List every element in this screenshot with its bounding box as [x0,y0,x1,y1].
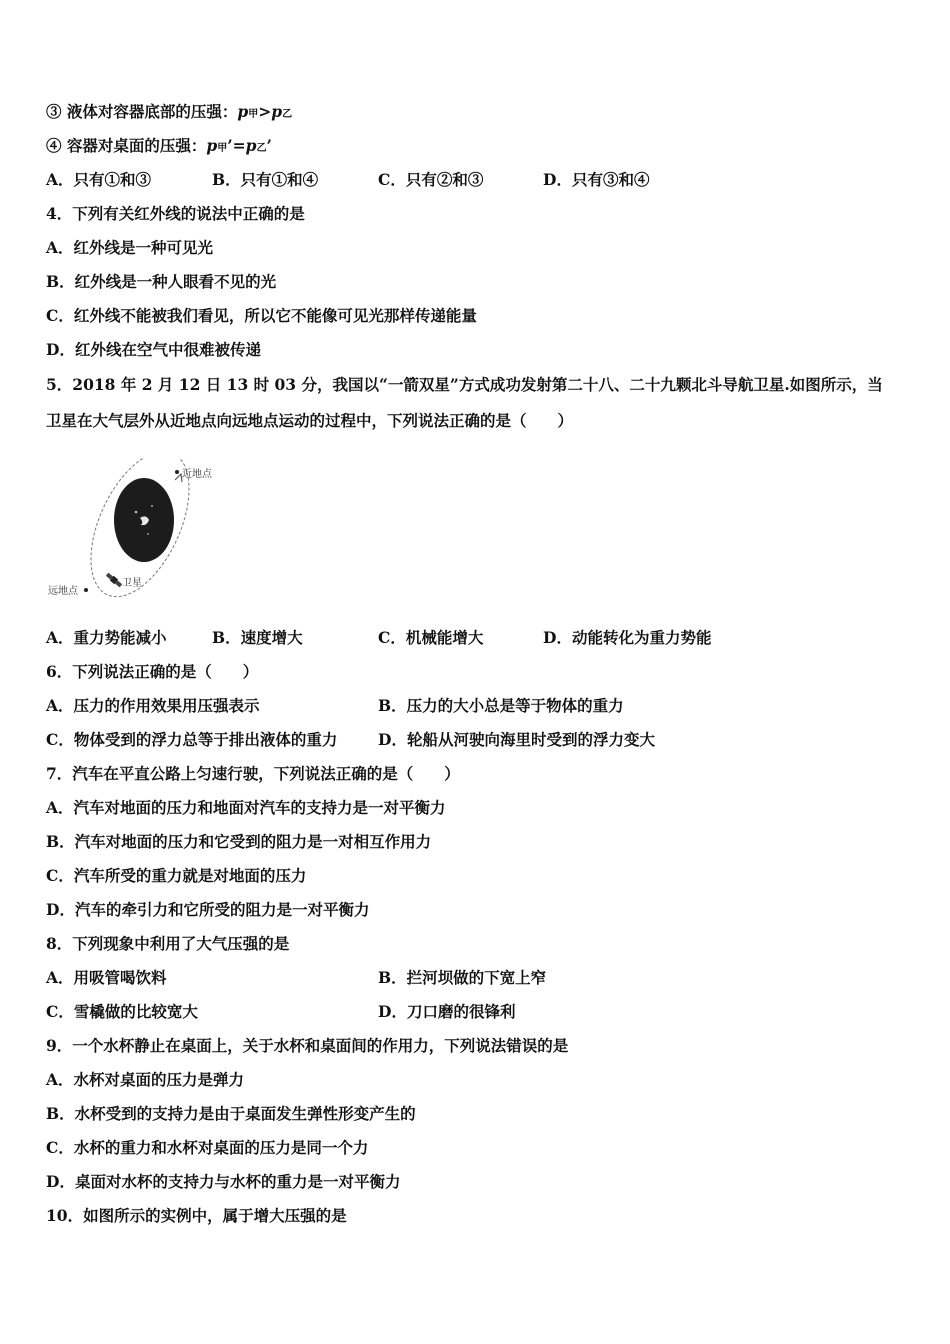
q4-stem: 4．下列有关红外线的说法中正确的是 [46,204,305,223]
q3-option-a[interactable]: A．只有①和③ [46,170,152,189]
q4-option-d[interactable]: D．红外线在空气中很难被传递 [46,340,261,359]
q8-option-c[interactable]: C．雪橇做的比较宽大 [46,1002,198,1021]
q4-option-b[interactable]: B．红外线是一种人眼看不见的光 [46,272,277,291]
q6-option-c[interactable]: C．物体受到的浮力总等于排出液体的重力 [46,730,338,749]
q9-stem: 9．一个水杯静止在桌面上，关于水杯和桌面间的作用力，下列说法错误的是 [46,1036,569,1055]
satellite-icon [105,572,123,588]
q6-option-a[interactable]: A．压力的作用效果用压强表示 [46,696,260,715]
top-point [175,470,179,474]
q10-stem: 10．如图所示的实例中，属于增大压强的是 [46,1206,347,1225]
q5-option-c[interactable]: C．机械能增大 [378,628,484,647]
q3-option-b[interactable]: B．只有①和④ [212,170,319,189]
q4-option-c[interactable]: C．红外线不能被我们看见，所以它不能像可见光那样传递能量 [46,306,477,325]
q9-option-b[interactable]: B．水杯受到的支持力是由于桌面发生弹性形变产生的 [46,1104,416,1123]
q4-option-a[interactable]: A．红外线是一种可见光 [46,238,214,257]
q7-option-a[interactable]: A．汽车对地面的压力和地面对汽车的支持力是一对平衡力 [46,798,446,817]
label-bottom-point: 远地点 [48,586,78,597]
q7-option-b[interactable]: B．汽车对地面的压力和它受到的阻力是一对相互作用力 [46,832,432,851]
q5-option-d[interactable]: D．动能转化为重力势能 [543,628,712,647]
q7-option-c[interactable]: C．汽车所受的重力就是对地面的压力 [46,866,307,885]
q8-option-d[interactable]: D．刀口磨的很锋利 [378,1002,516,1021]
q9-option-c[interactable]: C．水杯的重力和水杯对桌面的压力是同一个力 [46,1138,369,1157]
q3-option-c[interactable]: C．只有②和③ [378,170,484,189]
q5-option-b[interactable]: B．速度增大 [212,628,303,647]
q6-option-b[interactable]: B．压力的大小总是等于物体的重力 [378,696,624,715]
q5-option-a[interactable]: A．重力势能减小 [46,628,167,647]
q5-stem-line1: 5．2018 年 2 月 12 日 13 时 03 分，我国以“一箭双星”方式成功发射第二十八、二十九颗北斗导航卫星.如图所示，当 [46,375,883,394]
q7-option-d[interactable]: D．汽车的牵引力和它所受的阻力是一对平衡力 [46,900,370,919]
label-satellite: 卫星 [122,578,142,589]
q6-option-d[interactable]: D．轮船从河驶向海里时受到的浮力变大 [378,730,655,749]
q7-stem: 7．汽车在平直公路上匀速行驶，下列说法正确的是（ ） [46,764,460,783]
q3-statement-4: ④ 容器对桌面的压强：p甲’=p乙’ [46,136,272,155]
q3-option-d[interactable]: D．只有③和④ [543,170,650,189]
label-top-point: 近地点 [182,469,212,480]
q9-option-d[interactable]: D．桌面对水杯的支持力与水杯的重力是一对平衡力 [46,1172,401,1191]
q8-option-a[interactable]: A．用吸管喝饮料 [46,968,167,987]
q5-orbit-figure [44,458,224,606]
orbit-arrow [175,474,182,482]
q6-stem: 6．下列说法正确的是（ ） [46,662,259,681]
bottom-point [84,588,88,592]
q8-option-b[interactable]: B．拦河坝做的下宽上窄 [378,968,547,987]
q3-statement-3: ③ 液体对容器底部的压强：p甲>p乙 [46,102,293,121]
q5-stem-line2: 卫星在大气层外从近地点向远地点运动的过程中，下列说法正确的是（ ） [46,411,574,430]
q8-stem: 8．下列现象中利用了大气压强的是 [46,934,290,953]
q9-option-a[interactable]: A．水杯对桌面的压力是弹力 [46,1070,245,1089]
